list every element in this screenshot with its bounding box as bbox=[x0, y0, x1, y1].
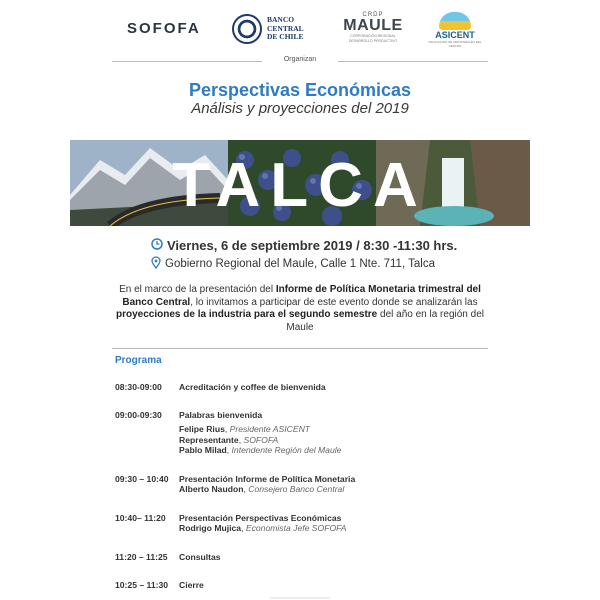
clock-icon bbox=[151, 238, 163, 253]
footer-divider bbox=[270, 597, 330, 599]
banco-central-logo bbox=[232, 14, 304, 44]
speaker: Rodrigo Mujica, Economista Jefe SOFOFA bbox=[179, 523, 347, 533]
speaker: Pablo Milad, Intendente Región del Maule bbox=[179, 445, 342, 455]
intro-paragraph: En el marco de la presentación del Informe de Política Monetaria trimestral del Banco Central, lo invitamos a participar de este evento donde se analizarán las proyecciones de la industria para el segundo semestre del año en la región del Maule bbox=[116, 284, 484, 333]
event-date bbox=[151, 238, 457, 253]
asicent-logo: ASICENT ASOCIACIÓN DE INDUSTRIALES DEL CENTRO bbox=[428, 12, 482, 48]
speaker: Alberto Naudon, Consejero Banco Central bbox=[179, 484, 345, 494]
location-pin-icon bbox=[151, 256, 161, 272]
event-date-text: Viernes, 6 de septiembre 2019 / 8:30 -11:30 hrs. bbox=[167, 238, 458, 253]
section-divider bbox=[112, 348, 488, 349]
organizan-divider bbox=[112, 56, 488, 68]
event-location bbox=[151, 256, 435, 272]
organizan-label: Organizan bbox=[283, 56, 317, 63]
banner-collage bbox=[70, 140, 530, 226]
banner-city-title: TALCA bbox=[172, 151, 428, 220]
talca-banner bbox=[70, 140, 530, 226]
banco-central-logo-text: BANCO CENTRAL DE CHILE bbox=[267, 15, 304, 42]
programa-heading: Programa bbox=[115, 355, 162, 366]
event-title: Perspectivas Económicas bbox=[188, 80, 412, 100]
sofofa-logo: SOFOFA bbox=[127, 20, 201, 37]
asicent-mark-icon bbox=[439, 12, 471, 30]
speaker: Felipe Rius, Presidente ASICENT bbox=[179, 424, 311, 434]
event-subtitle: Análisis y proyecciones del 2019 bbox=[191, 100, 409, 117]
sponsor-logos bbox=[0, 12, 600, 54]
crdp-maule-logo: CRDP MAULE CORPORACIÓN REGIONAL DESARROLLO PRODUCTIVO bbox=[343, 12, 403, 43]
speaker: Representante, SOFOFA bbox=[179, 434, 279, 445]
event-location-text: Gobierno Regional del Maule, Calle 1 Nte. 711, Talca bbox=[165, 258, 435, 270]
banco-central-seal-icon bbox=[232, 14, 262, 44]
